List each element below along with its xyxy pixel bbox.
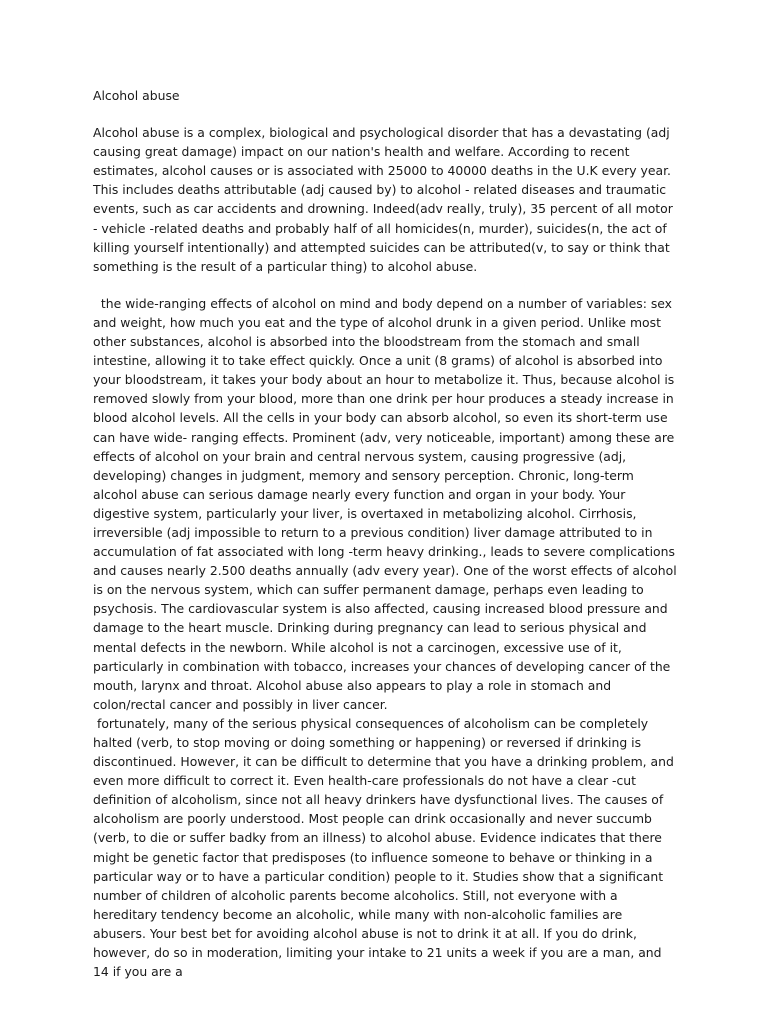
paragraph-effects: the wide-ranging effects of alcohol on mind and body depend on a number of variables: sex and weight, how much you eat and the type of alcohol drunk in a given period. Unlike most other substances, alcohol is absorbed into the bloodstream from the stomach and small intestine, allowing it to take effect quickly. Once a unit (8 grams) of alcohol is absorbed into your bloodstream, it takes your body about an hour to metabolize it. Thus, because alcohol is removed slowly from your blood, more than one drink per hour produces a steady increase in blood alcohol levels. All the cells in your body can absorb alcohol, so even its short-term use can have wide- ranging effects. Prominent (adv, very noticeable, important) among these are effects of alcohol on your brain and central nervous system, causing progressive (adj, developing) changes in judgment, memory and sensory perception. Chronic, long-term alcohol abuse can serious damage nearly every function and organ in your body. Your digestive system, particularly your liver, is overtaxed in metabolizing alcohol. Cirrhosis, irreversible (adj impossible to return to a previous condition) liver damage attributed to in accumulation of fat associated with long -term heavy drinking., leads to severe complications and causes nearly 2.500 deaths annually (adv every year). One of the worst effects of alcohol is on the nervous system, which can suffer permanent damage, perhaps even leading to psychosis. The cardiovascular system is also affected, causing increased blood pressure and damage to the heart muscle. Drinking during pregnancy can lead to serious physical and mental defects in the newborn. While alcohol is not a carcinogen, excessive use of it, particularly in combination with tobacco, increases your chances of developing cancer of the mouth, larynx and throat. Alcohol abuse also appears to play a role in stomach and colon/rectal cancer and possibly in liver cancer. <box>93 295 681 712</box>
document-title: Alcohol abuse <box>93 88 180 103</box>
paragraph-intro: Alcohol abuse is a complex, biological and psychological disorder that has a devastating (adj causing great damage) impact on our nation's health and welfare. According to recent estimates, alcohol causes or is associated with 25000 to 40000 deaths in the U.K every year. This includes deaths attributable (adj caused by) to alcohol - related diseases and traumatic events, such as car accidents and drowning. Indeed(adv really, truly), 35 percent of all motor - vehicle -related deaths and probably half of all homicides(n, murder), suicides(n, the act of killing yourself intentionally) and attempted suicides can be attributed(v, to say or think that something is the result of a particular thing) to alcohol abuse. <box>93 125 677 274</box>
paragraph-consequences: fortunately, many of the serious physical consequences of alcoholism can be completely halted (verb, to stop moving or doing something or happening) or reversed if drinking is discontinued. However, it can be difficult to determine that you have a drinking problem, and even more difficult to correct it. Even health-care professionals do not have a clear -cut definition of alcoholism, since not all heavy drinkers have dysfunctional lives. The causes of alcoholism are poorly understood. Most people can drink occasionally and never succumb (verb, to die or suffer badky from an illness) to alcohol abuse. Evidence indicates that there might be genetic factor that predisposes (to influence someone to behave or thinking in a particular way or to have a particular condition) people to it. Studies show that a significant number of children of alcoholic parents become alcoholics. Still, not everyone with a hereditary tendency become an alcoholic, while many with non-alcoholic families are abusers. Your best bet for avoiding alcohol abuse is not to drink it at all. If you do drink, however, do so in moderation, limiting your intake to 21 units a week if you are a man, and 14 if you are a <box>93 715 678 980</box>
document-body <box>93 86 679 981</box>
